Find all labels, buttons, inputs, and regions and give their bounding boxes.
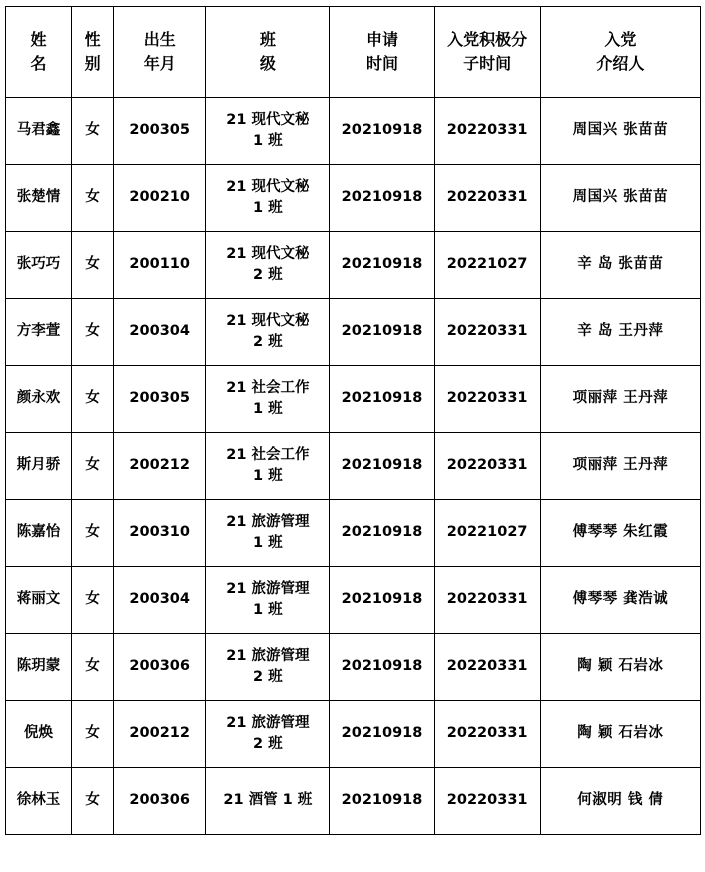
cell-apply-time: 20210918	[330, 701, 434, 768]
cell-class: 21 旅游管理 1 班	[206, 567, 330, 634]
cell-birth-date: 200212	[114, 701, 206, 768]
cell-sex: 女	[72, 232, 114, 299]
cell-name: 倪焕	[6, 701, 72, 768]
cell-activist-time: 20220331	[434, 701, 540, 768]
cell-name: 张巧巧	[6, 232, 72, 299]
cell-apply-time: 20210918	[330, 567, 434, 634]
table-header	[6, 7, 701, 98]
cell-introducer: 傅琴琴 龚浩诚	[540, 567, 700, 634]
table-row	[6, 567, 701, 634]
cell-introducer: 辛 岛 张苗苗	[540, 232, 700, 299]
cell-name: 斯月骄	[6, 433, 72, 500]
cell-sex: 女	[72, 165, 114, 232]
cell-activist-time: 20220331	[434, 634, 540, 701]
cell-activist-time: 20220331	[434, 165, 540, 232]
cell-introducer: 周国兴 张苗苗	[540, 165, 700, 232]
cell-birth-date: 200210	[114, 165, 206, 232]
table-row	[6, 768, 701, 835]
table-body	[6, 98, 701, 835]
cell-name: 马君鑫	[6, 98, 72, 165]
cell-birth-date: 200306	[114, 768, 206, 835]
cell-introducer: 周国兴 张苗苗	[540, 98, 700, 165]
cell-class: 21 酒管 1 班	[206, 768, 330, 835]
cell-sex: 女	[72, 433, 114, 500]
column-header-sex: 性 别	[72, 7, 114, 98]
cell-apply-time: 20210918	[330, 768, 434, 835]
cell-introducer: 陶 颖 石岩冰	[540, 634, 700, 701]
cell-class: 21 社会工作 1 班	[206, 366, 330, 433]
cell-activist-time: 20220331	[434, 768, 540, 835]
column-header-introducer: 入党 介绍人	[540, 7, 700, 98]
cell-apply-time: 20210918	[330, 634, 434, 701]
cell-class: 21 旅游管理 2 班	[206, 634, 330, 701]
cell-class: 21 现代文秘 2 班	[206, 232, 330, 299]
party-activist-roster-table	[5, 6, 701, 835]
cell-apply-time: 20210918	[330, 98, 434, 165]
cell-birth-date: 200306	[114, 634, 206, 701]
column-header-activist-time: 入党积极分 子时间	[434, 7, 540, 98]
table-row	[6, 232, 701, 299]
cell-birth-date: 200305	[114, 98, 206, 165]
cell-birth-date: 200304	[114, 299, 206, 366]
cell-sex: 女	[72, 567, 114, 634]
cell-class: 21 现代文秘 1 班	[206, 98, 330, 165]
cell-activist-time: 20221027	[434, 500, 540, 567]
cell-birth-date: 200305	[114, 366, 206, 433]
cell-sex: 女	[72, 98, 114, 165]
cell-sex: 女	[72, 299, 114, 366]
table-row	[6, 634, 701, 701]
cell-sex: 女	[72, 500, 114, 567]
cell-birth-date: 200212	[114, 433, 206, 500]
cell-apply-time: 20210918	[330, 299, 434, 366]
cell-introducer: 辛 岛 王丹萍	[540, 299, 700, 366]
cell-sex: 女	[72, 634, 114, 701]
cell-name: 陈玥蒙	[6, 634, 72, 701]
cell-name: 颜永欢	[6, 366, 72, 433]
cell-activist-time: 20220331	[434, 433, 540, 500]
cell-sex: 女	[72, 701, 114, 768]
cell-birth-date: 200310	[114, 500, 206, 567]
table-row	[6, 500, 701, 567]
column-header-birth-date: 出生 年月	[114, 7, 206, 98]
table-row	[6, 299, 701, 366]
column-header-name: 姓 名	[6, 7, 72, 98]
cell-sex: 女	[72, 366, 114, 433]
cell-apply-time: 20210918	[330, 433, 434, 500]
cell-class: 21 现代文秘 1 班	[206, 165, 330, 232]
cell-apply-time: 20210918	[330, 232, 434, 299]
column-header-apply-time: 申请 时间	[330, 7, 434, 98]
cell-birth-date: 200110	[114, 232, 206, 299]
cell-activist-time: 20220331	[434, 567, 540, 634]
cell-class: 21 社会工作 1 班	[206, 433, 330, 500]
cell-name: 陈嘉怡	[6, 500, 72, 567]
cell-introducer: 项丽萍 王丹萍	[540, 433, 700, 500]
cell-activist-time: 20221027	[434, 232, 540, 299]
cell-apply-time: 20210918	[330, 500, 434, 567]
cell-introducer: 陶 颖 石岩冰	[540, 701, 700, 768]
cell-apply-time: 20210918	[330, 165, 434, 232]
cell-name: 蒋丽文	[6, 567, 72, 634]
cell-name: 徐林玉	[6, 768, 72, 835]
cell-introducer: 项丽萍 王丹萍	[540, 366, 700, 433]
cell-birth-date: 200304	[114, 567, 206, 634]
table-row	[6, 433, 701, 500]
table-row	[6, 165, 701, 232]
column-header-class: 班 级	[206, 7, 330, 98]
cell-class: 21 旅游管理 2 班	[206, 701, 330, 768]
table-row	[6, 366, 701, 433]
cell-introducer: 何淑明 钱 倩	[540, 768, 700, 835]
cell-introducer: 傅琴琴 朱红霞	[540, 500, 700, 567]
cell-sex: 女	[72, 768, 114, 835]
cell-activist-time: 20220331	[434, 98, 540, 165]
cell-class: 21 旅游管理 1 班	[206, 500, 330, 567]
cell-class: 21 现代文秘 2 班	[206, 299, 330, 366]
cell-name: 方李萱	[6, 299, 72, 366]
cell-name: 张楚情	[6, 165, 72, 232]
cell-activist-time: 20220331	[434, 299, 540, 366]
cell-apply-time: 20210918	[330, 366, 434, 433]
table-row	[6, 98, 701, 165]
table-row	[6, 701, 701, 768]
cell-activist-time: 20220331	[434, 366, 540, 433]
header-row	[6, 7, 701, 98]
